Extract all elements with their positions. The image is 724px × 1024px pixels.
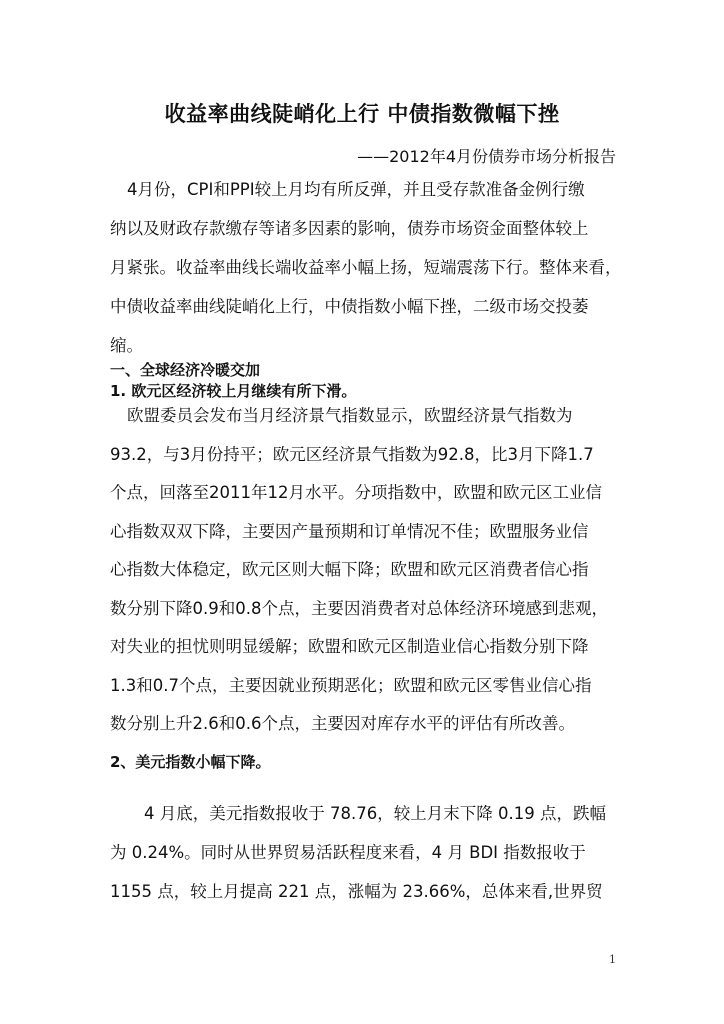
paragraph-line: 数分别下降0.9和0.8个点，主要因消费者对总体经济环境感到悲观， xyxy=(110,598,608,618)
paragraph-line: 为 0.24%。同时从世界贸易活跃程度来看，4 月 BDI 指数报收于 xyxy=(110,843,586,862)
subsection-heading: 1. 欧元区经济较上月继续有所下滑。 xyxy=(110,382,357,400)
paragraph-line: 4月份，CPI和PPI较上月均有所反弹，并且受存款准备金例行缴 xyxy=(127,180,585,199)
paragraph-line: 月紧张。收益率曲线长端收益率小幅上扬，短端震荡下行。整体来看， xyxy=(110,258,622,277)
paragraph-line: 心指数双双下降，主要因产量预期和订单情况不佳；欧盟服务业信 xyxy=(110,521,589,541)
paragraph-line: 个点，回落至2011年12月水平。分项指数中，欧盟和欧元区工业信 xyxy=(110,483,602,502)
paragraph-line: 对失业的担忧则明显缓解；欧盟和欧元区制造业信心指数分别下降 xyxy=(110,637,589,656)
paragraph-line: 1.3和0.7个点，主要因就业预期恶化；欧盟和欧元区零售业信心指 xyxy=(110,675,592,695)
paragraph-line: 缩。 xyxy=(110,336,143,355)
paragraph-line: 中债收益率曲线陡峭化上行，中债指数小幅下挫，二级市场交投萎 xyxy=(110,297,589,316)
subsection-heading: 2、美元指数小幅下降。 xyxy=(110,753,271,771)
report-title: 收益率曲线陡峭化上行 中债指数微幅下挫 xyxy=(164,102,560,126)
page-number: 1 xyxy=(609,953,616,966)
paragraph-line: 心指数大体稳定，欧元区则大幅下降；欧盟和欧元区消费者信心指 xyxy=(110,560,589,579)
paragraph-line: 4 月底，美元指数报收于 78.76，较上月末下降 0.19 点，跌幅 xyxy=(144,804,606,823)
paragraph-line: 1155 点，较上月提高 221 点，涨幅为 23.66%，总体来看,世界贸 xyxy=(110,882,603,901)
paragraph-line: 数分别上升2.6和0.6个点，主要因对库存水平的评估有所改善。 xyxy=(110,714,575,733)
report-subtitle: ——2012年4月份债券市场分析报告 xyxy=(357,147,616,166)
paragraph-line: 欧盟委员会发布当月经济景气指数显示，欧盟经济景气指数为 xyxy=(127,406,573,425)
paragraph-line: 纳以及财政存款缴存等诸多因素的影响，债券市场资金面整体较上 xyxy=(110,219,589,238)
section-heading: 一、全球经济冷暖交加 xyxy=(110,361,261,379)
paragraph-line: 93.2，与3月份持平；欧元区经济景气指数为92.8，比3月下降1.7 xyxy=(110,444,594,464)
